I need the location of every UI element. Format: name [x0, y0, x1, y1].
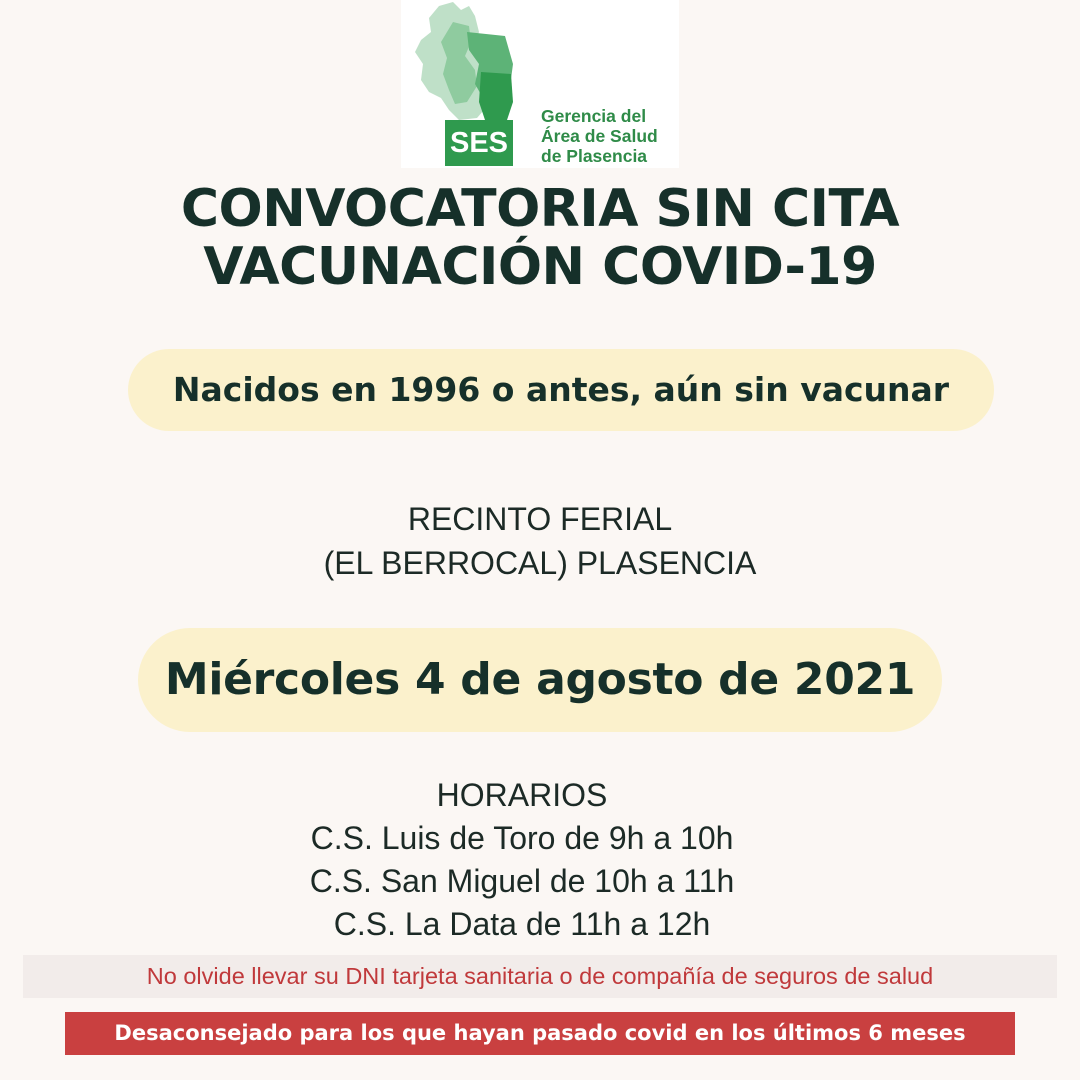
schedule-item: C.S. La Data de 11h a 12h: [333, 906, 711, 942]
ses-acronym: SES: [445, 120, 513, 166]
title-line-1: CONVOCATORIA SIN CITA: [180, 179, 900, 239]
title-line-2: VACUNACIÓN COVID-19: [203, 237, 877, 297]
schedule-heading: HORARIOS: [436, 777, 608, 813]
logo-line-3: de Plasencia: [541, 146, 648, 166]
warning-banner: Desaconsejado para los que hayan pasado covid en los últimos 6 meses: [65, 1012, 1015, 1055]
ses-logo: [401, 0, 679, 168]
location-line-1: RECINTO FERIAL: [407, 501, 673, 537]
page-title: [0, 180, 1080, 296]
logo-organization-name: [541, 106, 658, 166]
location: [0, 497, 1080, 585]
schedule-item: C.S. San Miguel de 10h a 11h: [309, 863, 735, 899]
logo-line-2: Área de Salud: [541, 126, 658, 146]
reminder-note: No olvide llevar su DNI tarjeta sanitaria o de compañía de seguros de salud: [23, 955, 1057, 998]
date-banner: Miércoles 4 de agosto de 2021: [138, 628, 942, 732]
schedule-item: C.S. Luis de Toro de 9h a 10h: [310, 820, 734, 856]
logo-line-1: Gerencia del: [541, 106, 647, 126]
location-line-2: (EL BERROCAL) PLASENCIA: [323, 545, 757, 581]
schedule: [0, 774, 1044, 946]
eligibility-banner: Nacidos en 1996 o antes, aún sin vacunar: [128, 349, 994, 431]
